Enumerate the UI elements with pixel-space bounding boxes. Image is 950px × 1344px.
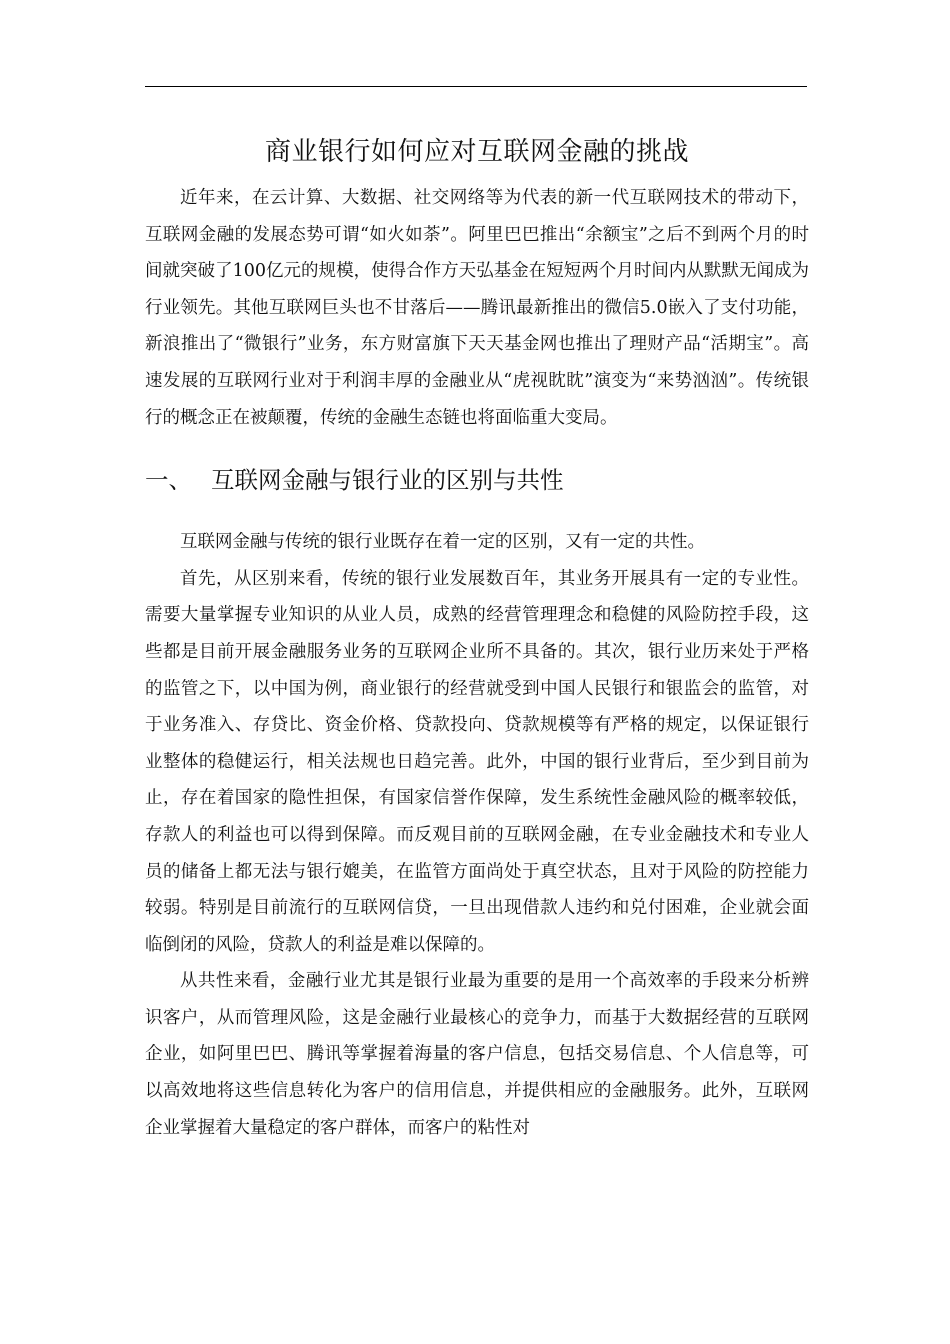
document-body bbox=[145, 130, 809, 1146]
paragraph: 互联网金融与传统的银行业既存在着一定的区别，又有一定的共性。 bbox=[180, 532, 705, 553]
paragraph: 首先，从区别来看，传统的银行业发展数百年，其业务开展具有一定的专业性。需要大量掌握专业知识的从业人员，成熟的经营管理理念和稳健的风险防控手段，这些都是目前开展金融服务业务的互联网企业所不具备的。其次，银行业历来处于严格的监管之下，以中国为例，商业银行的经营就受到中国人民银行和银监会的监管，对于业务准入、存贷比、资金价格、贷款投向、贷款规模等有严格的规定，以保证银行业整体的稳健运行，相关法规也日趋完善。此外，中国的银行业背后，至少到目前为止，存在着国家的隐性担保，有国家信誉作保障，发生系统性金融风险的概率较低，存款人的利益也可以得到保障。而反观目前的互联网金融，在专业金融技术和专业人员的储备上都无法与银行媲美，在监管方面尚处于真空状态，且对于风险的防控能力较弱。特别是目前流行的互联网信贷，一旦出现借款人违约和兑付困难，企业就会面临倒闭的风险，贷款人的利益是难以保障的。 bbox=[145, 568, 809, 955]
section-number: 一、 bbox=[145, 466, 192, 495]
paragraph: 从共性来看，金融行业尤其是银行业最为重要的是用一个高效率的手段来分析辨识客户，从而管理风险，这是金融行业最核心的竞争力，而基于大数据经营的互联网企业，如阿里巴巴、腾讯等掌握着海量的客户信息，包括交易信息、个人信息等，可以高效地将这些信息转化为客户的信用信息，并提供相应的金融服务。此外，互联网企业掌握着大量稳定的客户群体，而客户的粘性对 bbox=[145, 971, 809, 1138]
document-title: 商业银行如何应对互联网金融的挑战 bbox=[264, 137, 689, 167]
intro-paragraph: 近年来，在云计算、大数据、社交网络等为代表的新一代互联网技术的带动下，互联网金融的发展态势可谓“如火如荼”。阿里巴巴推出“余额宝”之后不到两个月的时间就突破了100亿元的规模，使得合作方天弘基金在短短两个月时间内从默默无闻成为行业领先。其他互联网巨头也不甘落后——腾讯最新推出的微信5.0嵌入了支付功能，新浪推出了“微银行”业务，东方财富旗下天天基金网也推出了理财产品“活期宝”。高速发展的互联网行业对于利润丰厚的金融业从“虎视眈眈”演变为“来势汹汹”。传统银行的概念正在被颠覆，传统的金融生态链也将面临重大变局。 bbox=[145, 188, 809, 428]
section-heading-text: 互联网金融与银行业的区别与共性 bbox=[211, 466, 564, 495]
section-heading bbox=[145, 462, 809, 498]
header-rule bbox=[145, 86, 807, 87]
